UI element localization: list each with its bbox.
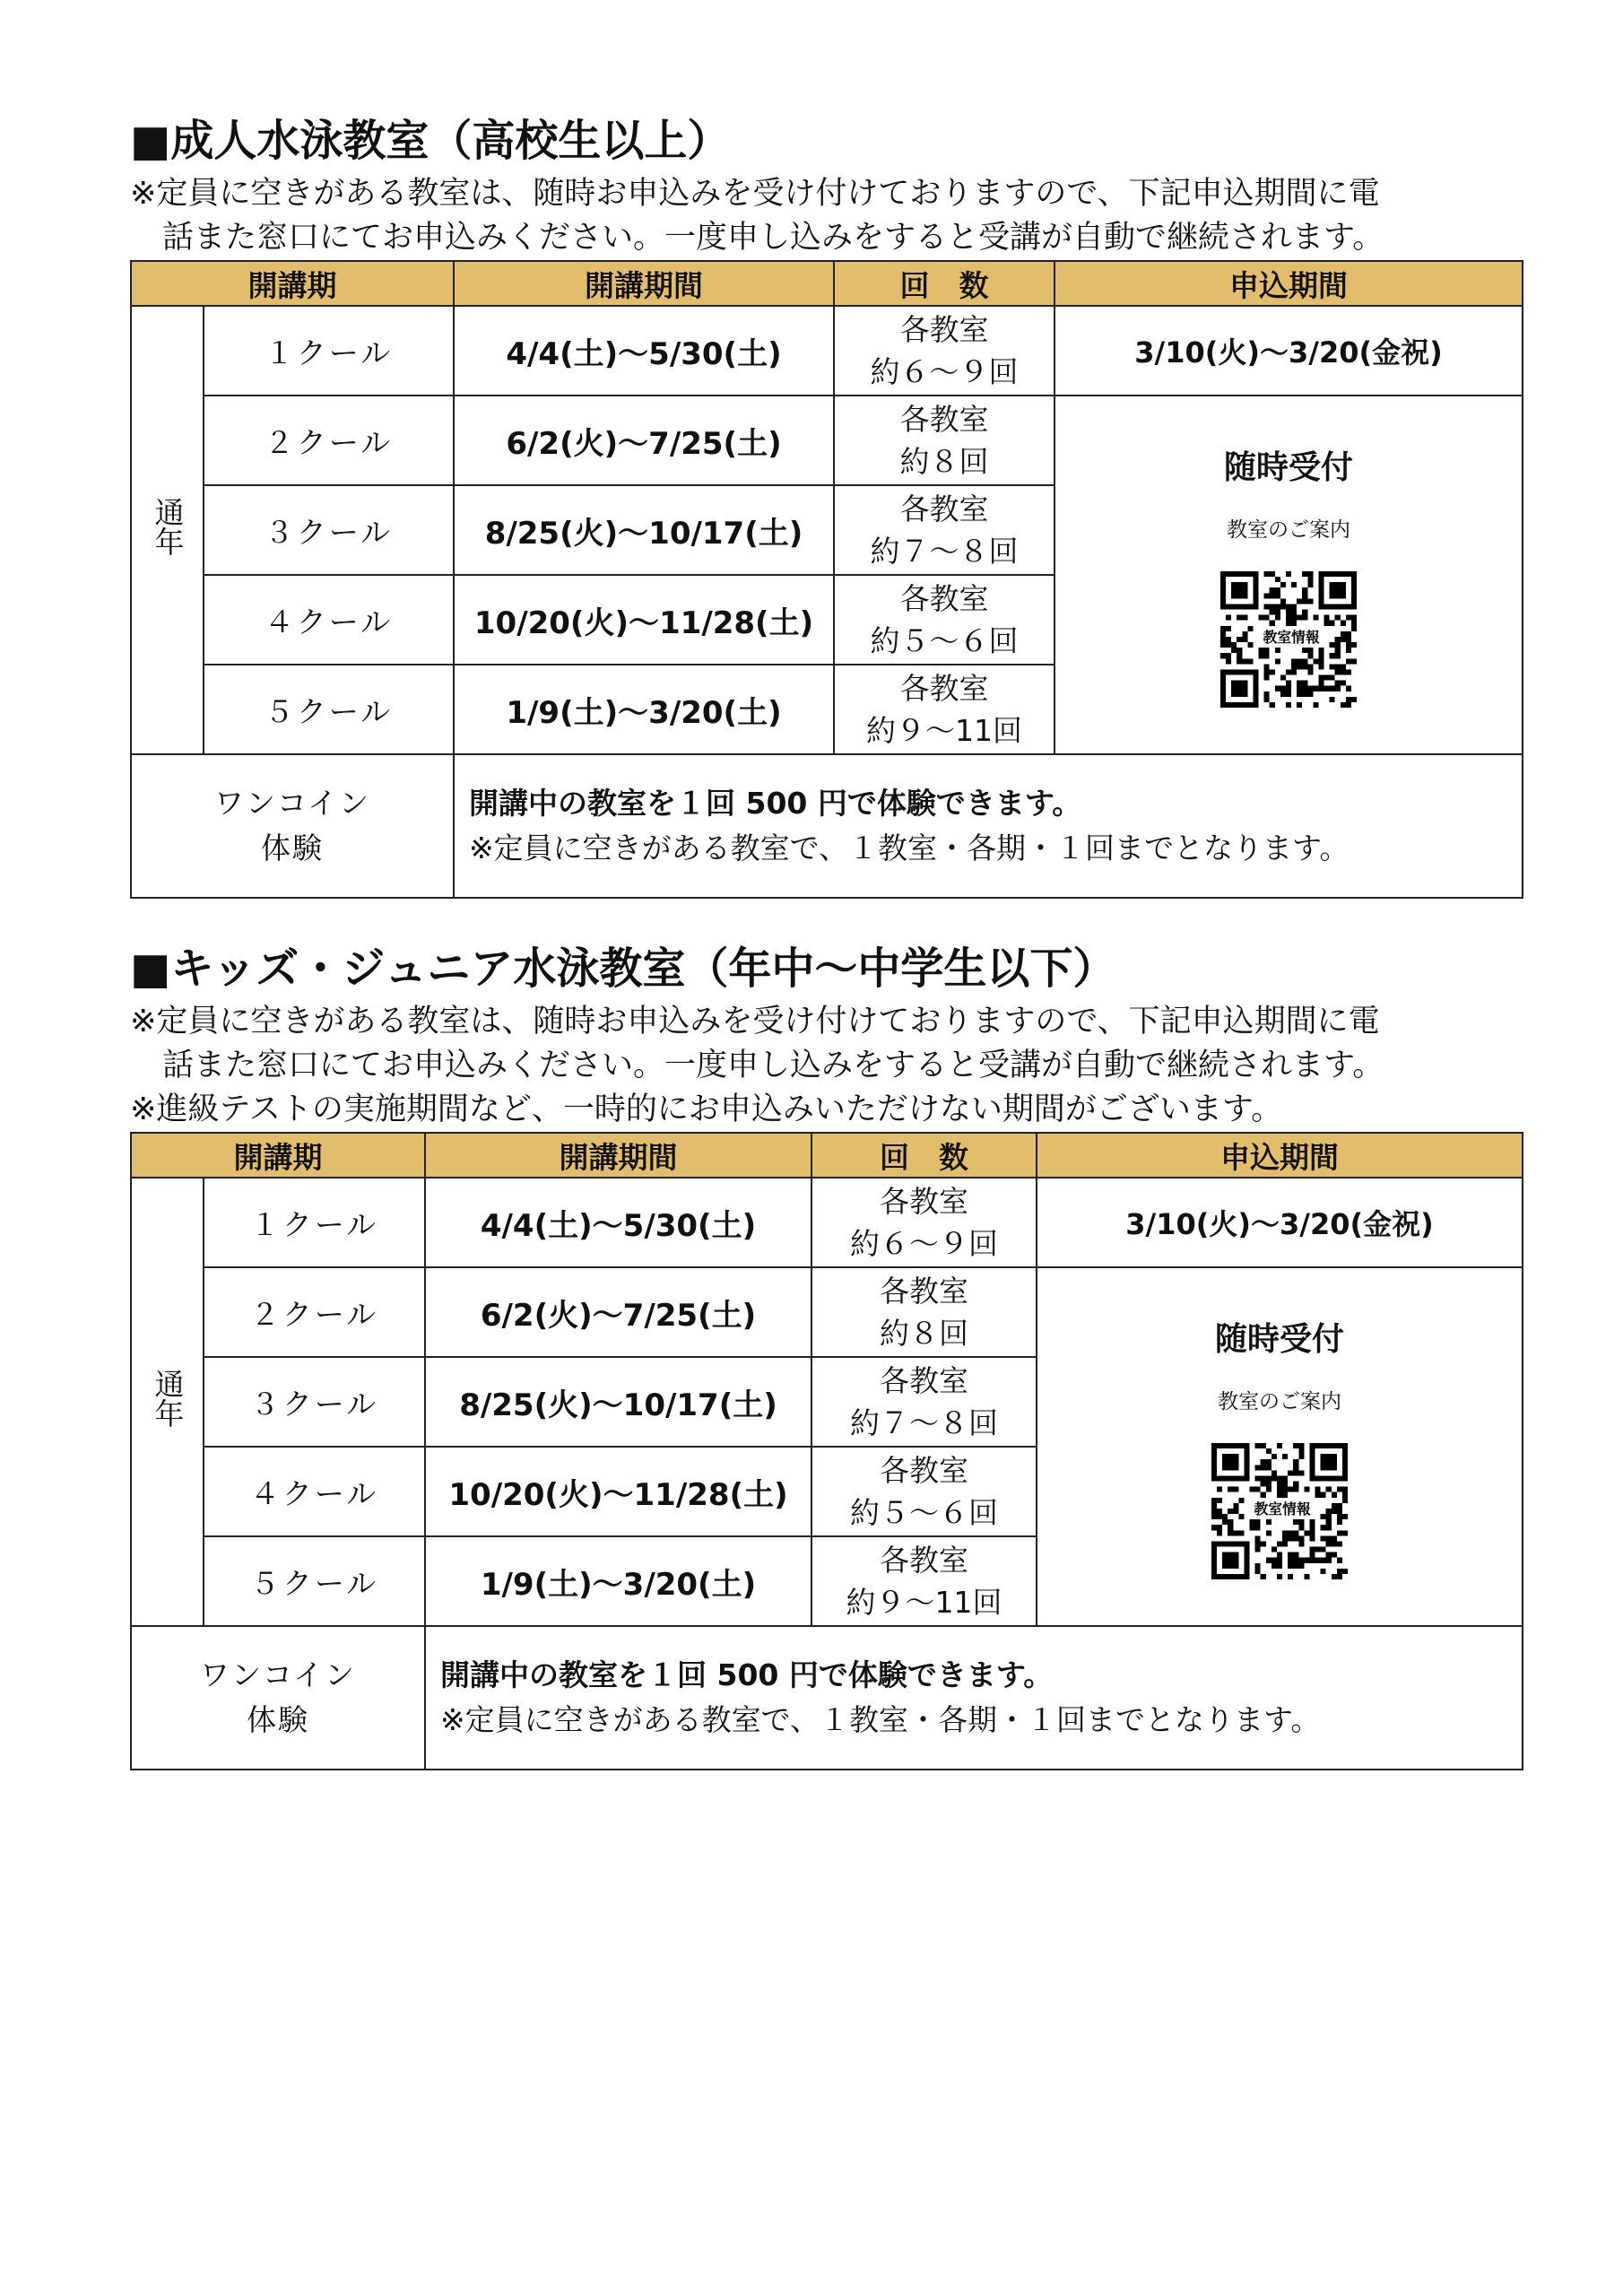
period-value: 10/20(火)～11/28(土) xyxy=(454,575,834,665)
header-count: 回 数 xyxy=(834,261,1055,306)
yearly-label: 通年 xyxy=(150,497,186,556)
count-line-2: 約５～６回 xyxy=(850,1495,998,1530)
count-cell xyxy=(834,665,1055,754)
table-row xyxy=(131,1178,1523,1267)
period-value: 6/2(火)～7/25(土) xyxy=(425,1267,812,1357)
count-line-1: 各教室 xyxy=(880,1274,968,1309)
table-header-row xyxy=(131,261,1523,306)
count-line-1: 各教室 xyxy=(899,581,989,616)
qr-code-icon[interactable] xyxy=(1211,1443,1348,1579)
kur-label: ３クール xyxy=(204,485,454,575)
period-value: 4/4(土)～5/30(土) xyxy=(425,1178,812,1267)
count-line-1: 各教室 xyxy=(880,1363,968,1398)
trial-sub-text: ※定員に空きがある教室で、１教室・各期・１回までとなります。 xyxy=(440,1702,1321,1737)
header-period: 開講期間 xyxy=(454,261,834,306)
trial-label-2: 体験 xyxy=(247,1702,309,1737)
count-line-2: 約７～８回 xyxy=(850,1405,998,1440)
count-line-1: 各教室 xyxy=(899,402,989,437)
period-value: 4/4(土)～5/30(土) xyxy=(454,306,834,396)
guide-label: 教室のご案内 xyxy=(1218,1390,1341,1413)
table-row xyxy=(131,396,1523,485)
count-line-2: 約６～９回 xyxy=(870,354,1019,389)
qr-label: 教室情報 xyxy=(1263,629,1320,647)
period-value: 1/9(土)～3/20(土) xyxy=(454,665,834,754)
rolling-label: 随時受付 xyxy=(1223,449,1353,486)
period-value: 8/25(火)～10/17(土) xyxy=(425,1357,812,1447)
kids-section xyxy=(130,937,1522,1770)
trial-row xyxy=(131,1626,1523,1770)
kur-label: ２クール xyxy=(204,1267,425,1357)
header-apply: 申込期間 xyxy=(1037,1133,1523,1178)
count-line-1: 各教室 xyxy=(899,671,989,706)
trial-label-1: ワンコイン xyxy=(199,1657,356,1692)
count-line-1: 各教室 xyxy=(880,1453,968,1488)
count-cell xyxy=(812,1178,1037,1267)
kur-label: ５クール xyxy=(204,1536,425,1626)
yearly-cell xyxy=(131,1178,204,1626)
trial-main-text: 開講中の教室を１回 500 円で体験できます。 xyxy=(469,786,1082,821)
count-line-2: 約６～９回 xyxy=(850,1226,998,1261)
header-term: 開講期 xyxy=(131,1133,425,1178)
kids-schedule-table xyxy=(130,1132,1523,1770)
count-line-1: 各教室 xyxy=(880,1543,968,1578)
adult-note-1: ※定員に空きがある教室は、随時お申込みを受け付けておりますので、下記申込期間に電 xyxy=(130,176,1380,212)
kur-label: １クール xyxy=(204,306,454,396)
kur-label: ４クール xyxy=(204,1447,425,1536)
trial-label-cell xyxy=(131,754,454,898)
count-line-2: 約８回 xyxy=(880,1316,968,1351)
kur-label: １クール xyxy=(204,1178,425,1267)
count-cell xyxy=(834,485,1055,575)
trial-label-cell xyxy=(131,1626,425,1770)
count-line-1: 各教室 xyxy=(880,1184,968,1219)
guide-label: 教室のご案内 xyxy=(1227,518,1350,542)
trial-body-cell xyxy=(454,754,1523,898)
kur-label: ５クール xyxy=(204,665,454,754)
yearly-label: 通年 xyxy=(150,1369,186,1428)
adult-note-2: 話また窓口にてお申込みください。一度申し込みをすると受講が自動で継続されます。 xyxy=(162,220,1384,256)
kids-note-1: ※定員に空きがある教室は、随時お申込みを受け付けておりますので、下記申込期間に電 xyxy=(130,1004,1380,1039)
trial-sub-text: ※定員に空きがある教室で、１教室・各期・１回までとなります。 xyxy=(469,831,1350,865)
adult-section xyxy=(130,109,1522,899)
trial-row xyxy=(131,754,1523,898)
count-cell xyxy=(812,1447,1037,1536)
count-cell xyxy=(812,1267,1037,1357)
apply-period: 3/10(火)～3/20(金祝) xyxy=(1037,1178,1523,1267)
count-line-2: 約９～11回 xyxy=(866,713,1022,748)
count-cell xyxy=(834,396,1055,485)
kids-title: ■キッズ・ジュニア水泳教室（年中～中学生以下） xyxy=(130,944,1116,994)
table-row xyxy=(131,306,1523,396)
count-line-2: 約５～６回 xyxy=(870,623,1019,658)
trial-body-cell xyxy=(425,1626,1523,1770)
count-cell xyxy=(834,575,1055,665)
kids-note-3: ※進級テストの実施期間など、一時的にお申込みいただけない期間がございます。 xyxy=(130,1091,1283,1127)
period-value: 10/20(火)～11/28(土) xyxy=(425,1447,812,1536)
count-line-1: 各教室 xyxy=(899,312,989,347)
kur-label: ２クール xyxy=(204,396,454,485)
adult-title: ■成人水泳教室（高校生以上） xyxy=(130,116,731,166)
header-count: 回 数 xyxy=(812,1133,1037,1178)
count-line-2: 約９～11回 xyxy=(846,1585,1002,1620)
rolling-cell xyxy=(1037,1267,1523,1626)
yearly-cell xyxy=(131,306,204,754)
qr-code-icon[interactable] xyxy=(1220,571,1357,708)
qr-label: 教室情報 xyxy=(1254,1500,1311,1518)
header-period: 開講期間 xyxy=(425,1133,812,1178)
rolling-cell xyxy=(1055,396,1523,754)
header-apply: 申込期間 xyxy=(1055,261,1523,306)
adult-schedule-table xyxy=(130,260,1523,899)
kur-label: ３クール xyxy=(204,1357,425,1447)
trial-label-2: 体験 xyxy=(261,831,324,865)
period-value: 8/25(火)～10/17(土) xyxy=(454,485,834,575)
kids-note-2: 話また窓口にてお申込みください。一度申し込みをすると受講が自動で継続されます。 xyxy=(162,1048,1384,1083)
table-header-row xyxy=(131,1133,1523,1178)
rolling-label: 随時受付 xyxy=(1214,1321,1344,1358)
apply-period: 3/10(火)～3/20(金祝) xyxy=(1055,306,1523,396)
period-value: 6/2(火)～7/25(土) xyxy=(454,396,834,485)
count-cell xyxy=(834,306,1055,396)
table-row xyxy=(131,1267,1523,1357)
count-cell xyxy=(812,1357,1037,1447)
kur-label: ４クール xyxy=(204,575,454,665)
count-line-2: 約７～８回 xyxy=(870,534,1019,569)
period-value: 1/9(土)～3/20(土) xyxy=(425,1536,812,1626)
count-cell xyxy=(812,1536,1037,1626)
trial-main-text: 開講中の教室を１回 500 円で体験できます。 xyxy=(440,1657,1054,1692)
header-term: 開講期 xyxy=(131,261,454,306)
count-line-1: 各教室 xyxy=(899,491,989,526)
trial-label-1: ワンコイン xyxy=(213,786,370,821)
count-line-2: 約８回 xyxy=(899,444,989,479)
